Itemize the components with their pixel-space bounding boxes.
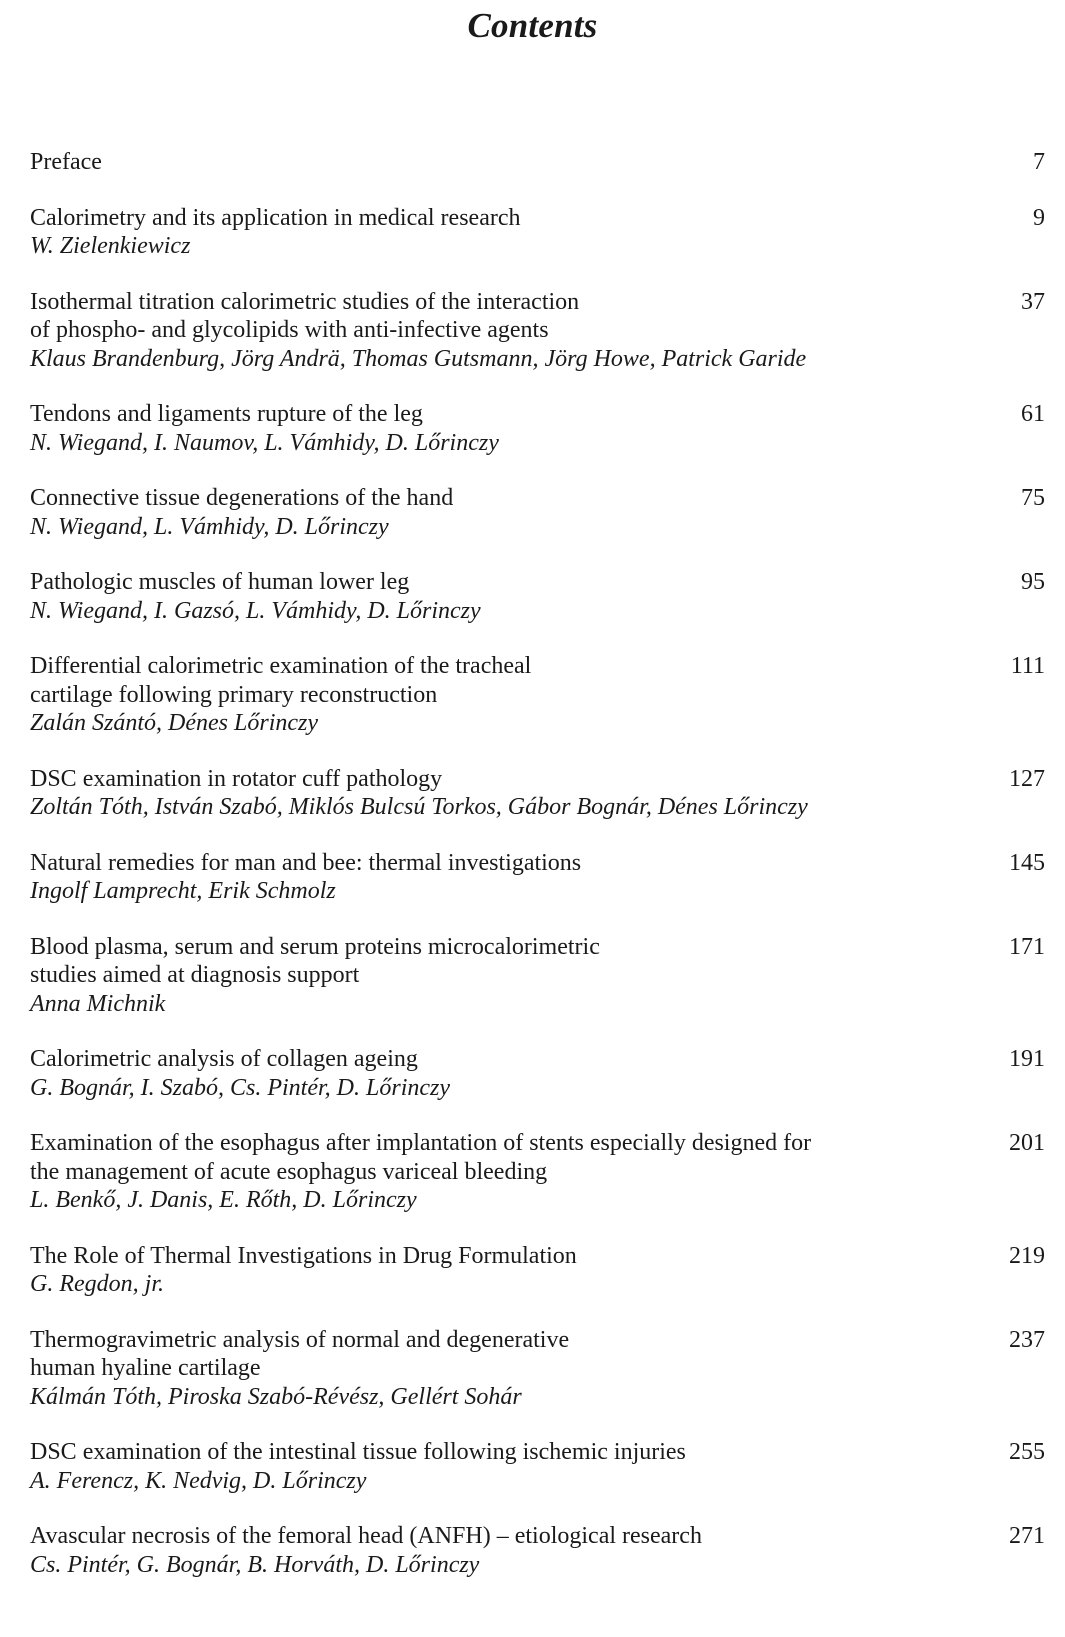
entry-page-number: 75 <box>1021 485 1045 511</box>
entry-title: Calorimetry and its application in medical research <box>30 204 521 231</box>
table-of-contents <box>30 148 1045 1606</box>
toc-entry <box>30 148 1045 177</box>
entry-page-number: 237 <box>1009 1326 1045 1353</box>
entry-title: Isothermal titration calorimetric studies of the interaction of phospho- and glycolipids with anti-infective agents <box>30 288 580 343</box>
entry-authors: Zalán Szántó, Dénes Lőrinczy <box>30 710 318 736</box>
entry-page-number: 7 <box>1033 149 1045 175</box>
entry-authors: A. Ferencz, K. Nedvig, D. Lőrinczy <box>30 1467 367 1494</box>
entry-authors: Anna Michnik <box>30 990 166 1017</box>
toc-entry <box>30 1129 1045 1215</box>
toc-entry <box>30 484 1045 541</box>
toc-entry <box>30 400 1045 457</box>
entry-page-number: 271 <box>1009 1523 1045 1549</box>
entry-page-number: 219 <box>1009 1242 1045 1269</box>
entry-authors: Kálmán Tóth, Piroska Szabó-Révész, Gellért Sohár <box>30 1383 522 1410</box>
toc-entry <box>30 288 1045 374</box>
entry-title: DSC examination in rotator cuff pathology <box>30 765 443 792</box>
entry-page-number: 61 <box>1021 401 1045 427</box>
entry-authors: G. Regdon, jr. <box>30 1271 164 1297</box>
toc-entry <box>30 933 1045 1019</box>
entry-title: Differential calorimetric examination of the tracheal cartilage following primary reconstruction <box>30 653 532 708</box>
toc-entry <box>30 204 1045 261</box>
entry-title: Connective tissue degenerations of the hand <box>30 485 454 511</box>
toc-entry <box>30 568 1045 625</box>
entry-page-number: 9 <box>1033 204 1045 231</box>
entry-page-number: 95 <box>1021 569 1045 595</box>
entry-title: Calorimetric analysis of collagen ageing <box>30 1046 418 1072</box>
entry-title: Pathologic muscles of human lower leg <box>30 569 410 595</box>
toc-entry <box>30 1522 1045 1579</box>
entry-authors: N. Wiegand, I. Naumov, L. Vámhidy, D. Lőrinczy <box>30 429 499 456</box>
entry-title: Examination of the esophagus after implantation of stents especially designed for the management of acute esophagus variceal bleeding <box>30 1130 812 1185</box>
entry-title: Avascular necrosis of the femoral head (ANFH) – etiological research <box>30 1523 702 1549</box>
page-title: Contents <box>467 6 598 45</box>
entry-authors: Ingolf Lamprecht, Erik Schmolz <box>30 878 336 904</box>
entry-authors: N. Wiegand, L. Vámhidy, D. Lőrinczy <box>30 513 389 540</box>
entry-page-number: 127 <box>1009 765 1045 792</box>
entry-page-number: 191 <box>1009 1046 1045 1072</box>
entry-title: DSC examination of the intestinal tissue following ischemic injuries <box>30 1439 686 1465</box>
entry-authors: Zoltán Tóth, István Szabó, Miklós Bulcsú Torkos, Gábor Bognár, Dénes Lőrinczy <box>30 794 808 820</box>
toc-entry <box>30 849 1045 906</box>
entry-title: Natural remedies for man and bee: thermal investigations <box>30 849 582 876</box>
entry-page-number: 201 <box>1009 1130 1045 1156</box>
entry-page-number: 171 <box>1009 933 1045 960</box>
entry-page-number: 255 <box>1009 1439 1045 1465</box>
toc-entry <box>30 1438 1045 1495</box>
entry-title: Preface <box>30 149 102 175</box>
toc-entry <box>30 1045 1045 1102</box>
toc-entry <box>30 1326 1045 1412</box>
entry-authors: L. Benkő, J. Danis, E. Rőth, D. Lőrinczy <box>30 1187 417 1213</box>
entry-title: Blood plasma, serum and serum proteins microcalorimetric studies aimed at diagnosis support <box>30 933 600 988</box>
toc-entry <box>30 652 1045 738</box>
entry-page-number: 111 <box>1010 653 1045 679</box>
entry-page-number: 145 <box>1009 849 1045 876</box>
entry-authors: Klaus Brandenburg, Jörg Andrä, Thomas Gutsmann, Jörg Howe, Patrick Garide <box>30 345 807 372</box>
entry-title: Thermogravimetric analysis of normal and degenerative human hyaline cartilage <box>30 1326 570 1381</box>
entry-authors: G. Bognár, I. Szabó, Cs. Pintér, D. Lőrinczy <box>30 1074 451 1101</box>
entry-title: Tendons and ligaments rupture of the leg <box>30 401 423 427</box>
entry-title: The Role of Thermal Investigations in Drug Formulation <box>30 1242 577 1269</box>
toc-entry <box>30 1242 1045 1299</box>
entry-authors: Cs. Pintér, G. Bognár, B. Horváth, D. Lőrinczy <box>30 1551 480 1578</box>
entry-authors: N. Wiegand, I. Gazsó, L. Vámhidy, D. Lőrinczy <box>30 597 481 624</box>
entry-page-number: 37 <box>1021 288 1045 315</box>
entry-authors: W. Zielenkiewicz <box>30 233 191 259</box>
toc-entry <box>30 765 1045 822</box>
